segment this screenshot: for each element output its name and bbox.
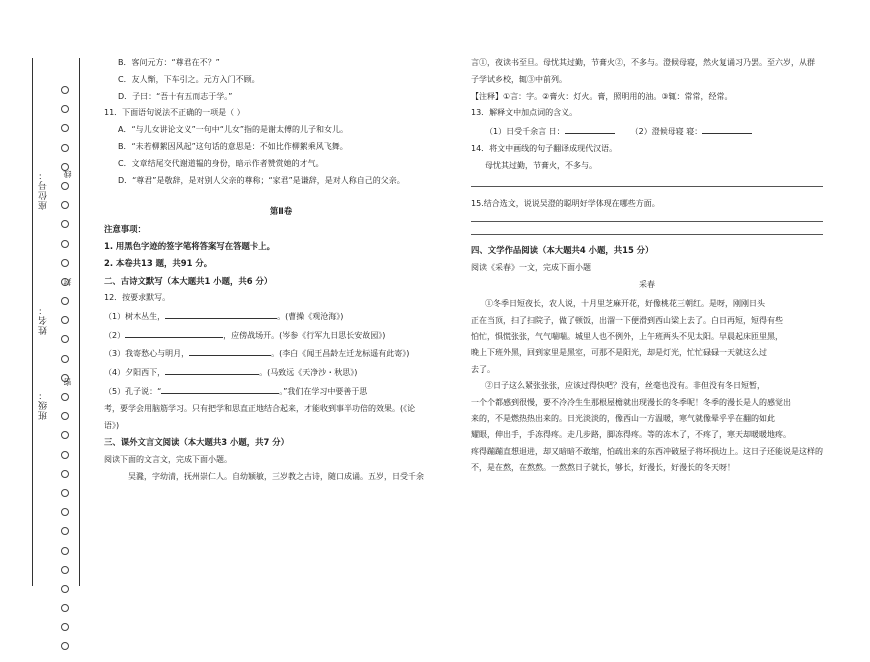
answer-blank[interactable] — [125, 329, 223, 338]
q12-item-2 — [104, 329, 458, 342]
story-p2-line: 来的，不是燃热热出来的。日光淡淡的，像西山一方温暖，寒气就像晕乎乎在翻的如此 — [471, 414, 775, 424]
binding-hole — [61, 86, 69, 94]
story-p1-line: ①冬季日短夜长，农人说，十月里芝麻开花，好像桃花三朝红。是呀，刚刚日头 — [485, 299, 765, 309]
q12-stem: 12．按要求默写。 — [104, 293, 171, 303]
passage-line-1: 言①，夜读书至旦。母忧其过勤，节膏火②，不多与。澄候母寝，然火复诵习乃罢。至六岁，从群 — [471, 58, 815, 67]
q12-item-5-tail: 。”我们在学习中要善于思 — [279, 387, 368, 397]
answer-line[interactable] — [471, 221, 823, 222]
q12-item-1 — [104, 310, 458, 323]
binding-hole — [61, 489, 69, 497]
q12-item-5 — [104, 385, 458, 398]
q12-item-5-end: 语》) — [104, 420, 120, 430]
section-4-intro: 阅读《采春》一文，完成下面小题 — [471, 262, 591, 272]
answer-blank[interactable] — [165, 366, 259, 375]
binding-hole — [61, 623, 69, 631]
seal-line-mark: 线 — [63, 170, 72, 178]
binding-hole — [61, 316, 69, 324]
q12-item-3-source: 。(李白《闻王昌龄左迁龙标遥有此寄》) — [271, 349, 410, 359]
story-p1-line: 怕忙，惧慌张张，气气喘喘。城里人也不例外，上午班两头不见太阳。早晨起床匝里黑， — [471, 332, 783, 342]
binding-holes — [61, 86, 71, 662]
seal-mark: 封 — [63, 278, 72, 286]
binding-hole — [61, 144, 69, 152]
q12-item-4-source: 。(马致远《天净沙・秋思》) — [259, 368, 358, 378]
binding-hole — [61, 412, 69, 420]
secret-mark: 密 — [63, 378, 72, 386]
q15-stem: 15.结合选文，说说吴澄的聪明好学体现在哪些方面。 — [471, 198, 660, 208]
binding-hole — [61, 201, 69, 209]
q10-option-d: D．子曰：“吾十有五而志于学。” — [118, 91, 233, 101]
q11-option-a: A．“与儿女讲论文义”一句中“儿女”指的是谢太傅的儿子和女儿。 — [118, 125, 349, 135]
story-paragraph-2 — [471, 378, 823, 476]
binding-hole — [61, 604, 69, 612]
q12-item-3 — [104, 347, 458, 360]
q12-item-2-source: ，应傍战场开。(岑参《行军九日思长安故园》) — [223, 330, 386, 340]
story-p1-line: 去了。 — [471, 364, 495, 374]
q14-stem: 14．将文中画线的句子翻译成现代汉语。 — [471, 143, 618, 153]
name-label: 姓名： — [39, 305, 49, 335]
section-4-title: 四、文学作品阅读（本大题共4 小题，共15 分） — [471, 245, 654, 256]
story-p2-line: ②日子这么紧张张张，应该过得快吧？没有，丝毫也没有。非但没有冬日短暂， — [485, 381, 765, 391]
q10-option-c: C．友人惭，下车引之。元方入门不顾。 — [118, 74, 260, 84]
binding-hole — [61, 220, 69, 228]
answer-blank[interactable] — [702, 125, 752, 134]
story-p2-line: 不，是在熬，在熬熬。一熬熬日子就长，够长，好漫长，好漫长的冬天呀！ — [471, 463, 735, 473]
story-title: 采春 — [639, 279, 655, 289]
binding-hole — [61, 470, 69, 478]
q12-item-5-text: （5）孔子说：“ — [104, 387, 162, 397]
q13-item-2: （2）澄候母寝 寝： — [630, 127, 703, 137]
binding-hole — [61, 182, 69, 190]
story-paragraph-1 — [471, 296, 823, 378]
binding-hole — [61, 124, 69, 132]
section-2-title: 二、古诗文默写（本大题共1 小题，共6 分） — [104, 275, 273, 286]
binding-hole — [61, 642, 69, 650]
binding-hole — [61, 240, 69, 248]
q12-item-2-text: （2） — [104, 330, 126, 340]
answer-blank[interactable] — [165, 310, 277, 319]
answer-line[interactable] — [471, 234, 823, 235]
story-p2-line: 一个个都感到很慢，要不冷冷生生那根屋檐就出现漫长的冬季呢！冬季的漫长是人的感觉出 — [471, 397, 791, 407]
story-p2-line: 耀眼，伸出手，手冻得疼。走几步路，脚冻得疼。等的冻木了，不疼了，寒天却暖暖地疼。 — [471, 430, 791, 440]
answer-blank[interactable] — [161, 385, 279, 394]
q11-option-b: B．“未若柳絮因风起”这句话的意思是：不如比作柳絮乘风飞舞。 — [118, 141, 348, 151]
q11-option-d: D．“尊君”是敬辞，是对别人父亲的尊称；“家君”是谦辞，是对人称自己的父亲。 — [118, 175, 405, 185]
q12-item-4-text: （4）夕阳西下， — [104, 368, 166, 378]
binding-hole — [61, 374, 69, 382]
story-p1-line: 晚上下班外黑，回到家里是黑室，可那不是阳光，却是灯光，忙忙碌碌一天就这么过 — [471, 348, 767, 358]
binding-hole — [61, 335, 69, 343]
binding-hole — [61, 566, 69, 574]
notice-item-1: 1. 用黑色字迹的签字笔将答案写在答题卡上。 — [104, 241, 276, 252]
section-3-title: 三、课外文言文阅读（本大题共3 小题，共7 分） — [104, 437, 289, 448]
story-p1-line: 正在当顶，扫了扫院子，做了顿饭，出溜一下便滑到西山梁上去了。白日再短，短得有些 — [471, 315, 783, 325]
passage-line-2: 子学试乡校，辄③中前列。 — [471, 74, 567, 84]
right-column — [471, 58, 823, 477]
binding-hole — [61, 508, 69, 516]
notice-item-2: 2. 本卷共13 题，共91 分。 — [104, 258, 213, 269]
q12-item-5-cont: 考，要学会用脑筋学习。只有把学和思直正地结合起来，才能收到事半功倍的效果。(《论 — [104, 403, 416, 413]
q13-stem: 13．解释文中加点词的含义。 — [471, 108, 578, 118]
binding-hole — [61, 451, 69, 459]
passage-notes: 【注释】①言：字。②膏火：灯火。膏，照明用的油。③辄：常常，经常。 — [471, 91, 733, 101]
passage-start: 吴漋，字幼清，抚州崇仁人。自幼颖敏，三岁教之古诗，随口成诵。五岁，日受千余 — [128, 471, 424, 481]
binding-hole — [61, 355, 69, 363]
section-3-intro: 阅读下面的文言文，完成下面小题。 — [104, 454, 232, 464]
binding-hole — [61, 259, 69, 267]
binding-hole — [61, 393, 69, 401]
class-label: 班级： — [39, 390, 49, 420]
binding-hole — [61, 585, 69, 593]
left-column — [104, 58, 458, 482]
binding-hole — [61, 547, 69, 555]
q10-option-b: B．客问元方：“尊君在不？” — [118, 58, 220, 67]
binding-hole — [61, 278, 69, 286]
q12-item-4 — [104, 366, 458, 379]
answer-line[interactable] — [471, 186, 823, 187]
exam-no-label: 座位号： — [39, 170, 49, 210]
q13-items — [471, 125, 823, 138]
binding-hole — [61, 163, 69, 171]
q12-item-3-text: （3）我寄愁心与明月， — [104, 349, 190, 359]
binding-hole — [61, 105, 69, 113]
answer-blank[interactable] — [565, 125, 615, 134]
binding-hole — [61, 527, 69, 535]
volume-2-title: 第Ⅱ卷 — [269, 206, 293, 217]
q13-item-1: （1）日受千余言 日： — [485, 127, 565, 137]
binding-hole — [61, 431, 69, 439]
q12-item-1-source: 。(曹操《观沧海》) — [277, 311, 344, 321]
q11-option-c: C．文章结尾交代谢道韫的身份，暗示作者赞赏她的才气。 — [118, 158, 324, 168]
binding-hole — [61, 297, 69, 305]
q12-item-1-text: （1）树木丛生， — [104, 311, 166, 321]
answer-blank[interactable] — [189, 347, 271, 356]
q14-sentence: 母忧其过勤，节膏火，不多与。 — [485, 160, 597, 170]
story-p2-line: 疼得蹦蹦直想退进，却又暗暗不敢缩，怕疏出来的东西冲破屋子将坏损边上。这日子还能说是这样的 — [471, 446, 823, 456]
q11-stem: 11．下面语句说法不正确的一项是（ ） — [104, 108, 245, 118]
notice-title: 注意事项： — [104, 223, 146, 234]
